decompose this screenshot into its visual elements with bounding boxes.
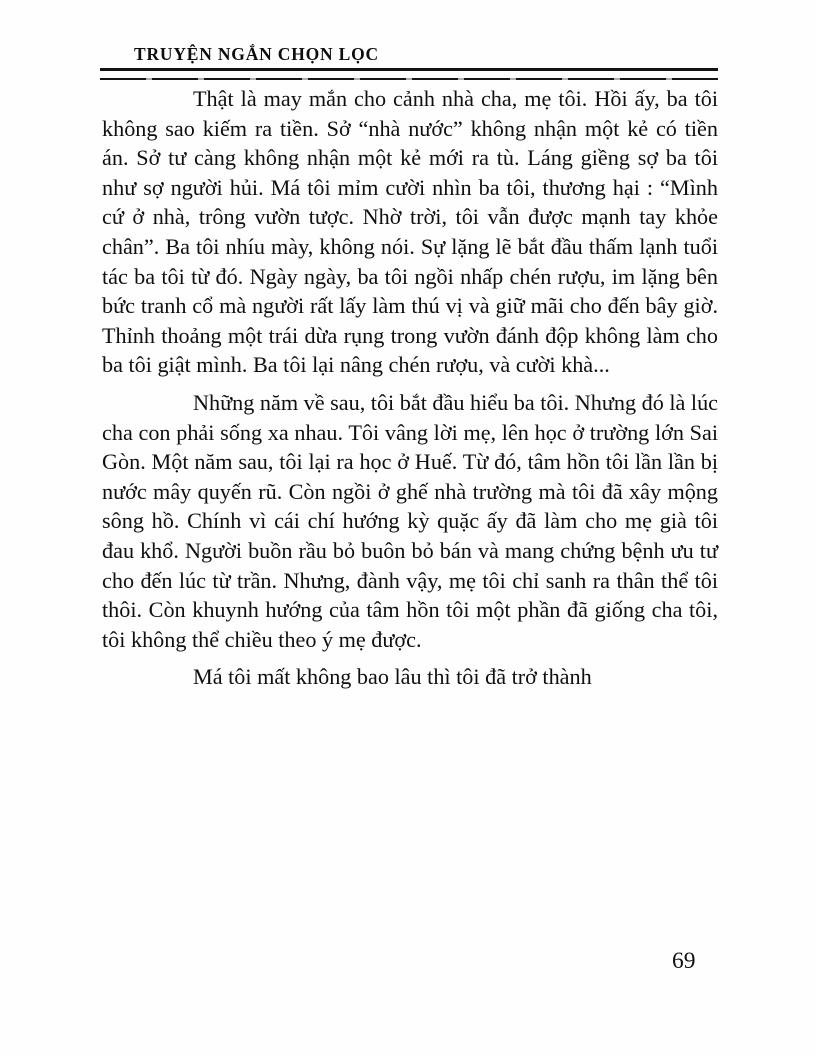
page-body-text [102, 84, 718, 700]
running-head-title: TRUYỆN NGẮN CHỌN LỌC [134, 44, 379, 64]
header-rule-lower-line [100, 78, 718, 80]
page-number: 69 [672, 948, 696, 974]
paragraph: Những năm về sau, tôi bắt đầu hiểu ba tôi. Nhưng đó là lúc cha con phải sống xa nhau. Tôi vâng lời mẹ, lên học ở trường lớn Sai Gòn. Một năm sau, tôi lại ra học ở Huế. Từ đó, tâm hồn tôi lần lần bị nước mây quyến rũ. Còn ngồi ở ghế nhà trường mà tôi đã xây mộng sông hồ. Chính vì cái chí hướng kỳ quặc ấy đã làm cho mẹ già tôi đau khổ. Người buồn rầu bỏ buôn bỏ bán và mang chứng bệnh ưu tư cho đến lúc từ trần. Nhưng, đành vậy, mẹ tôi chỉ sanh ra thân thể tôi thôi. Còn khuynh hướng của tâm hồn tôi một phần đã giống cha tôi, tôi không thể chiều theo ý mẹ được. [102, 389, 719, 652]
paragraph: Thật là may mắn cho cảnh nhà cha, mẹ tôi. Hồi ấy, ba tôi không sao kiếm ra tiền. Sở “nhà nước” không nhận một kẻ có tiền án. Sở tư càng không nhận một kẻ mới ra tù. Láng giềng sợ ba tôi như sợ người hủi. Má tôi mỉm cười nhìn ba tôi, thương hại : “Mình cứ ở nhà, trông vườn tược. Nhờ trời, tôi vẫn được mạnh tay khỏe chân”. Ba tôi nhíu mày, không nói. Sự lặng lẽ bắt đầu thấm lạnh tuổi tác ba tôi từ đó. Ngày ngày, ba tôi ngồi nhấp chén rượu, im lặng bên bức tranh cổ mà người rất lấy làm thú vị và giữ mãi cho đến bây giờ. Thỉnh thoảng một trái dừa rụng trong vườn đánh độp không làm cho ba tôi giật mình. Ba tôi lại nâng chén rượu, và cười khà... [102, 86, 718, 378]
paragraph: Má tôi mất không bao lâu thì tôi đã trở thành [193, 664, 592, 690]
header-double-rule [100, 68, 718, 80]
running-head [100, 44, 718, 80]
